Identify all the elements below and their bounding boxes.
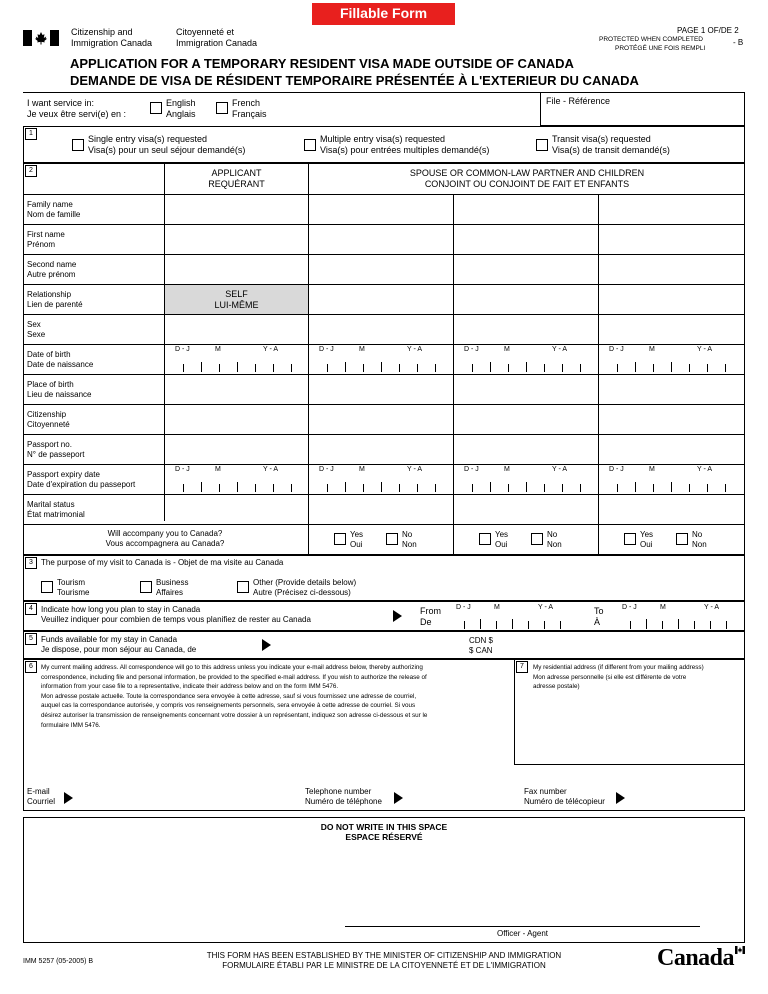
funds-label: Funds available for my stay in Canada Je dispose, pour mon séjour au Canada, de xyxy=(41,635,197,654)
wordmark-flag-icon xyxy=(735,946,745,954)
email-label: E-mail Courriel xyxy=(27,787,56,806)
date-tick xyxy=(201,482,202,492)
date-tick xyxy=(255,364,256,372)
date-day-header: D - J xyxy=(319,346,334,353)
date-tick xyxy=(183,484,184,492)
accompany-no-label: No Non xyxy=(402,530,417,549)
arrow-icon xyxy=(64,792,73,804)
date-tick xyxy=(630,621,631,629)
date-tick xyxy=(435,484,436,492)
section-7-number: 7 xyxy=(516,661,528,673)
grid-line xyxy=(23,194,745,195)
grid-line xyxy=(23,254,745,255)
from-label: From De xyxy=(420,606,441,627)
date-tick xyxy=(653,364,654,372)
accompany-yes-checkbox[interactable] xyxy=(479,533,491,545)
date-day-header: D - J xyxy=(464,346,479,353)
date-year-header: Y - A xyxy=(697,346,713,353)
stay-day-header: D - J xyxy=(622,604,637,611)
stay-day-header: D - J xyxy=(456,604,471,611)
arrow-icon xyxy=(262,639,271,651)
form-title-fr: DEMANDE DE VISA DE RÉSIDENT TEMPORAIRE PRÉSENTÉE À L'EXTERIEUR DU CANADA xyxy=(70,73,639,88)
section-4-number: 4 xyxy=(25,603,37,615)
transit-label: Transit visa(s) requested Visa(s) de transit demandé(s) xyxy=(552,134,670,155)
self-label: SELF LUI-MÊME xyxy=(214,289,259,310)
second-name-label: Second name Autre prénom xyxy=(27,260,77,279)
family-name-label: Family name Nom de famille xyxy=(27,200,81,219)
citizenship-label: Citizenship Citoyenneté xyxy=(27,410,70,429)
business-label: Business Affaires xyxy=(156,578,189,597)
form-established-notice: THIS FORM HAS BEEN ESTABLISHED BY THE MINISTER OF CITIZENSHIP AND IMMIGRATION FORMULAIRE ÉTABLI PAR LE MINISTRE DE LA CITOYENNETÉ ET DE L'IMMIGRATION xyxy=(206,951,562,970)
date-tick xyxy=(201,362,202,372)
sex-label: Sex Sexe xyxy=(27,320,46,339)
section-2-number: 2 xyxy=(25,165,37,177)
date-tick xyxy=(273,484,274,492)
grid-line xyxy=(23,284,745,285)
date-tick xyxy=(617,364,618,372)
date-day-header: D - J xyxy=(609,346,624,353)
section-6-number: 6 xyxy=(25,661,37,673)
spouse-children-header: SPOUSE OR COMMON-LAW PARTNER AND CHILDREN CONJOINT OU CONJOINT DE FAIT ET ENFANTS xyxy=(409,168,645,189)
fillable-form-label: Fillable Form xyxy=(339,5,428,21)
date-tick xyxy=(291,364,292,372)
relationship-label: Relationship Lien de parenté xyxy=(27,290,83,309)
date-input[interactable] xyxy=(601,475,739,492)
applicant-header: APPLICANT REQUÉRANT xyxy=(208,168,265,189)
accompany-no-checkbox[interactable] xyxy=(386,533,398,545)
date-tick xyxy=(399,364,400,372)
french-checkbox[interactable] xyxy=(216,102,228,114)
canada-flag-icon xyxy=(23,30,59,46)
service-language-label: I want service in: Je veux être servi(e) en : xyxy=(27,98,127,119)
purpose-label: The purpose of my visit to Canada is - Objet de ma visite au Canada xyxy=(41,558,284,567)
date-tick xyxy=(689,364,690,372)
business-checkbox[interactable] xyxy=(140,581,152,593)
passport-expiry-label: Passport expiry date Date d'expiration du passeport xyxy=(27,470,136,489)
date-input[interactable] xyxy=(456,355,594,372)
date-tick xyxy=(544,484,545,492)
currency-label: CDN $ $ CAN xyxy=(469,636,494,655)
multiple-entry-checkbox[interactable] xyxy=(304,139,316,151)
date-tick xyxy=(490,362,491,372)
date-tick xyxy=(512,619,513,629)
date-tick xyxy=(183,364,184,372)
other-purpose-label: Other (Provide details below) Autre (Précisez ci-dessous) xyxy=(253,578,357,597)
date-tick xyxy=(496,621,497,629)
date-tick xyxy=(544,621,545,629)
grid-line xyxy=(23,344,745,345)
date-tick xyxy=(646,619,647,629)
form-title-en: APPLICATION FOR A TEMPORARY RESIDENT VISA MADE OUTSIDE OF CANADA xyxy=(70,56,574,71)
date-tick xyxy=(635,362,636,372)
date-tick xyxy=(526,482,527,492)
date-tick xyxy=(363,484,364,492)
date-tick xyxy=(291,484,292,492)
date-year-header: Y - A xyxy=(263,346,279,353)
arrow-icon xyxy=(616,792,625,804)
accompany-yes-label: Yes Oui xyxy=(350,530,364,549)
accompany-no-checkbox[interactable] xyxy=(676,533,688,545)
date-day-header: D - J xyxy=(609,466,624,473)
tourism-checkbox[interactable] xyxy=(41,581,53,593)
date-input[interactable] xyxy=(311,475,449,492)
french-label: French Français xyxy=(232,98,267,119)
date-tick xyxy=(671,482,672,492)
stay-month-header: M xyxy=(660,604,666,611)
date-tick xyxy=(653,484,654,492)
date-input[interactable] xyxy=(167,355,305,372)
date-tick xyxy=(725,484,726,492)
tourism-label: Tourism Tourisme xyxy=(57,578,90,597)
stay-year-header: Y - A xyxy=(704,604,720,611)
grid-line xyxy=(164,163,165,521)
date-input[interactable] xyxy=(601,355,739,372)
english-checkbox[interactable] xyxy=(150,102,162,114)
date-year-header: Y - A xyxy=(407,346,423,353)
date-month-header: M xyxy=(215,346,221,353)
canada-wordmark: Canada xyxy=(657,945,735,971)
department-name-en: Citizenship and Immigration Canada xyxy=(71,27,153,48)
date-input[interactable] xyxy=(311,355,449,372)
grid-line xyxy=(23,494,745,495)
accompany-yes-label: Yes Oui xyxy=(640,530,654,549)
date-tick xyxy=(508,364,509,372)
date-year-header: Y - A xyxy=(697,466,713,473)
date-tick xyxy=(580,364,581,372)
date-tick xyxy=(480,619,481,629)
other-purpose-checkbox[interactable] xyxy=(237,581,249,593)
officer-signature-line xyxy=(345,926,700,927)
date-tick xyxy=(617,484,618,492)
accompany-yes-label: Yes Oui xyxy=(495,530,509,549)
date-tick xyxy=(345,362,346,372)
date-tick xyxy=(562,364,563,372)
date-tick xyxy=(381,482,382,492)
date-tick xyxy=(508,484,509,492)
officer-label: Officer - Agent xyxy=(497,929,548,938)
to-label: To À xyxy=(594,606,604,627)
date-tick xyxy=(327,364,328,372)
classification-label: - B xyxy=(733,38,744,47)
date-tick xyxy=(464,621,465,629)
date-of-birth-label: Date of birth Date de naissance xyxy=(27,350,94,369)
date-tick xyxy=(417,364,418,372)
section-1-number: 1 xyxy=(25,128,37,140)
date-month-header: M xyxy=(649,466,655,473)
mailing-address-text: My current mailing address. All correspondence will go to this address unless you indicate your e-mail address below, thereby authorizing correspondence, including file and personal information, be provided to the specified e-mail address. If you wish to authorize the release of information from your case file to a representative, indicate their address below and on the form IMM 5476. Mon adresse postale actuelle. Toute la correspondance sera envoyée à cette adresse, sauf si vous fournissez une adresse de courriel, auquel cas la correspondance autorisée, y compris vos renseignements personnels, sera envoyée à cette adresse de courriel. Si vous désirez autoriser la transmission de renseignements concernant votre dossier à un représentant, indiquez son adresse ci-dessous et sur le formulaire IMM 5476. xyxy=(41,664,428,729)
telephone-input[interactable] xyxy=(408,786,518,808)
accompany-yes-checkbox[interactable] xyxy=(334,533,346,545)
date-tick xyxy=(327,484,328,492)
accompany-question: Will accompany you to Canada? Vous accompagnera au Canada? xyxy=(105,529,225,548)
grid-line xyxy=(23,314,745,315)
accompany-no-label: No Non xyxy=(692,530,707,549)
date-tick xyxy=(255,484,256,492)
first-name-label: First name Prénom xyxy=(27,230,65,249)
fax-input[interactable] xyxy=(630,786,742,808)
single-entry-label: Single entry visa(s) requested Visa(s) pour un seul séjour demandé(s) xyxy=(88,134,246,155)
email-input[interactable] xyxy=(78,786,298,808)
date-year-header: Y - A xyxy=(552,466,568,473)
multiple-entry-label: Multiple entry visa(s) requested Visa(s) pour entrées multiples demandé(s) xyxy=(320,134,490,155)
passport-number-label: Passport no. N° de passeport xyxy=(27,440,85,459)
date-tick xyxy=(707,364,708,372)
date-tick xyxy=(219,484,220,492)
date-day-header: D - J xyxy=(464,466,479,473)
transit-checkbox[interactable] xyxy=(536,139,548,151)
date-tick xyxy=(562,484,563,492)
date-tick xyxy=(472,364,473,372)
date-tick xyxy=(544,364,545,372)
funds-input[interactable] xyxy=(500,634,740,656)
date-tick xyxy=(671,362,672,372)
fax-label: Fax number Numéro de télécopieur xyxy=(524,787,605,806)
date-month-header: M xyxy=(359,466,365,473)
section-5-number: 5 xyxy=(25,633,37,645)
date-tick xyxy=(580,484,581,492)
date-tick xyxy=(399,484,400,492)
date-tick xyxy=(490,482,491,492)
english-label: English Anglais xyxy=(166,98,196,119)
date-tick xyxy=(726,621,727,629)
grid-line xyxy=(23,464,745,465)
date-tick xyxy=(237,482,238,492)
single-entry-checkbox[interactable] xyxy=(72,139,84,151)
date-tick xyxy=(273,364,274,372)
accompany-yes-checkbox[interactable] xyxy=(624,533,636,545)
date-year-header: Y - A xyxy=(552,346,568,353)
date-tick xyxy=(725,364,726,372)
grid-line xyxy=(23,524,745,525)
date-tick xyxy=(472,484,473,492)
date-tick xyxy=(417,484,418,492)
protected-notice-en: PROTECTED WHEN COMPLETED xyxy=(599,36,704,43)
file-reference-label: File - Référence xyxy=(546,96,611,106)
date-tick xyxy=(345,482,346,492)
date-month-header: M xyxy=(504,466,510,473)
date-tick xyxy=(219,364,220,372)
date-tick xyxy=(707,484,708,492)
arrow-icon xyxy=(393,610,402,622)
grid-line xyxy=(23,374,745,375)
date-tick xyxy=(710,621,711,629)
date-tick xyxy=(678,619,679,629)
date-tick xyxy=(635,482,636,492)
accompany-no-checkbox[interactable] xyxy=(531,533,543,545)
date-year-header: Y - A xyxy=(407,466,423,473)
date-tick xyxy=(363,364,364,372)
grid-line xyxy=(23,434,745,435)
date-month-header: M xyxy=(359,346,365,353)
date-month-header: M xyxy=(215,466,221,473)
office-use-title: DO NOT WRITE IN THIS SPACE ESPACE RÉSERVÉ xyxy=(320,822,448,842)
date-input[interactable] xyxy=(167,475,305,492)
date-tick xyxy=(381,362,382,372)
date-day-header: D - J xyxy=(175,346,190,353)
date-tick xyxy=(526,362,527,372)
form-code: IMM 5257 (05-2005) B xyxy=(23,958,94,965)
date-day-header: D - J xyxy=(319,466,334,473)
date-input[interactable] xyxy=(456,475,594,492)
grid-line xyxy=(308,163,309,555)
place-of-birth-label: Place of birth Lieu de naissance xyxy=(27,380,92,399)
residential-address-text: My residential address (if different from your mailing address) Mon adresse personnelle (si elle est différente de votre adresse postale) xyxy=(533,664,704,691)
date-tick xyxy=(662,621,663,629)
date-tick xyxy=(528,621,529,629)
accompany-no-label: No Non xyxy=(547,530,562,549)
stay-year-header: Y - A xyxy=(538,604,554,611)
marital-status-label: Marital status État matrimonial xyxy=(27,500,85,519)
page-number: PAGE 1 OF/DE 2 xyxy=(677,26,739,35)
section-3-number: 3 xyxy=(25,557,37,569)
date-tick xyxy=(237,362,238,372)
date-year-header: Y - A xyxy=(263,466,279,473)
date-tick xyxy=(560,621,561,629)
date-tick xyxy=(689,484,690,492)
date-tick xyxy=(694,621,695,629)
date-day-header: D - J xyxy=(175,466,190,473)
department-name-fr: Citoyenneté et Immigration Canada xyxy=(176,27,258,48)
telephone-label: Telephone number Numéro de téléphone xyxy=(305,787,382,806)
date-month-header: M xyxy=(649,346,655,353)
protected-notice-fr: PROTÉGÉ UNE FOIS REMPLI xyxy=(615,45,706,52)
stay-duration-label: Indicate how long you plan to stay in Canada Veuillez indiquer pour combien de temps vous planifiez de rester au Canada xyxy=(41,605,311,624)
grid-line xyxy=(23,224,745,225)
stay-month-header: M xyxy=(494,604,500,611)
date-month-header: M xyxy=(504,346,510,353)
date-tick xyxy=(435,364,436,372)
arrow-icon xyxy=(394,792,403,804)
mailing-address-input[interactable] xyxy=(41,735,511,780)
grid-line xyxy=(23,404,745,405)
